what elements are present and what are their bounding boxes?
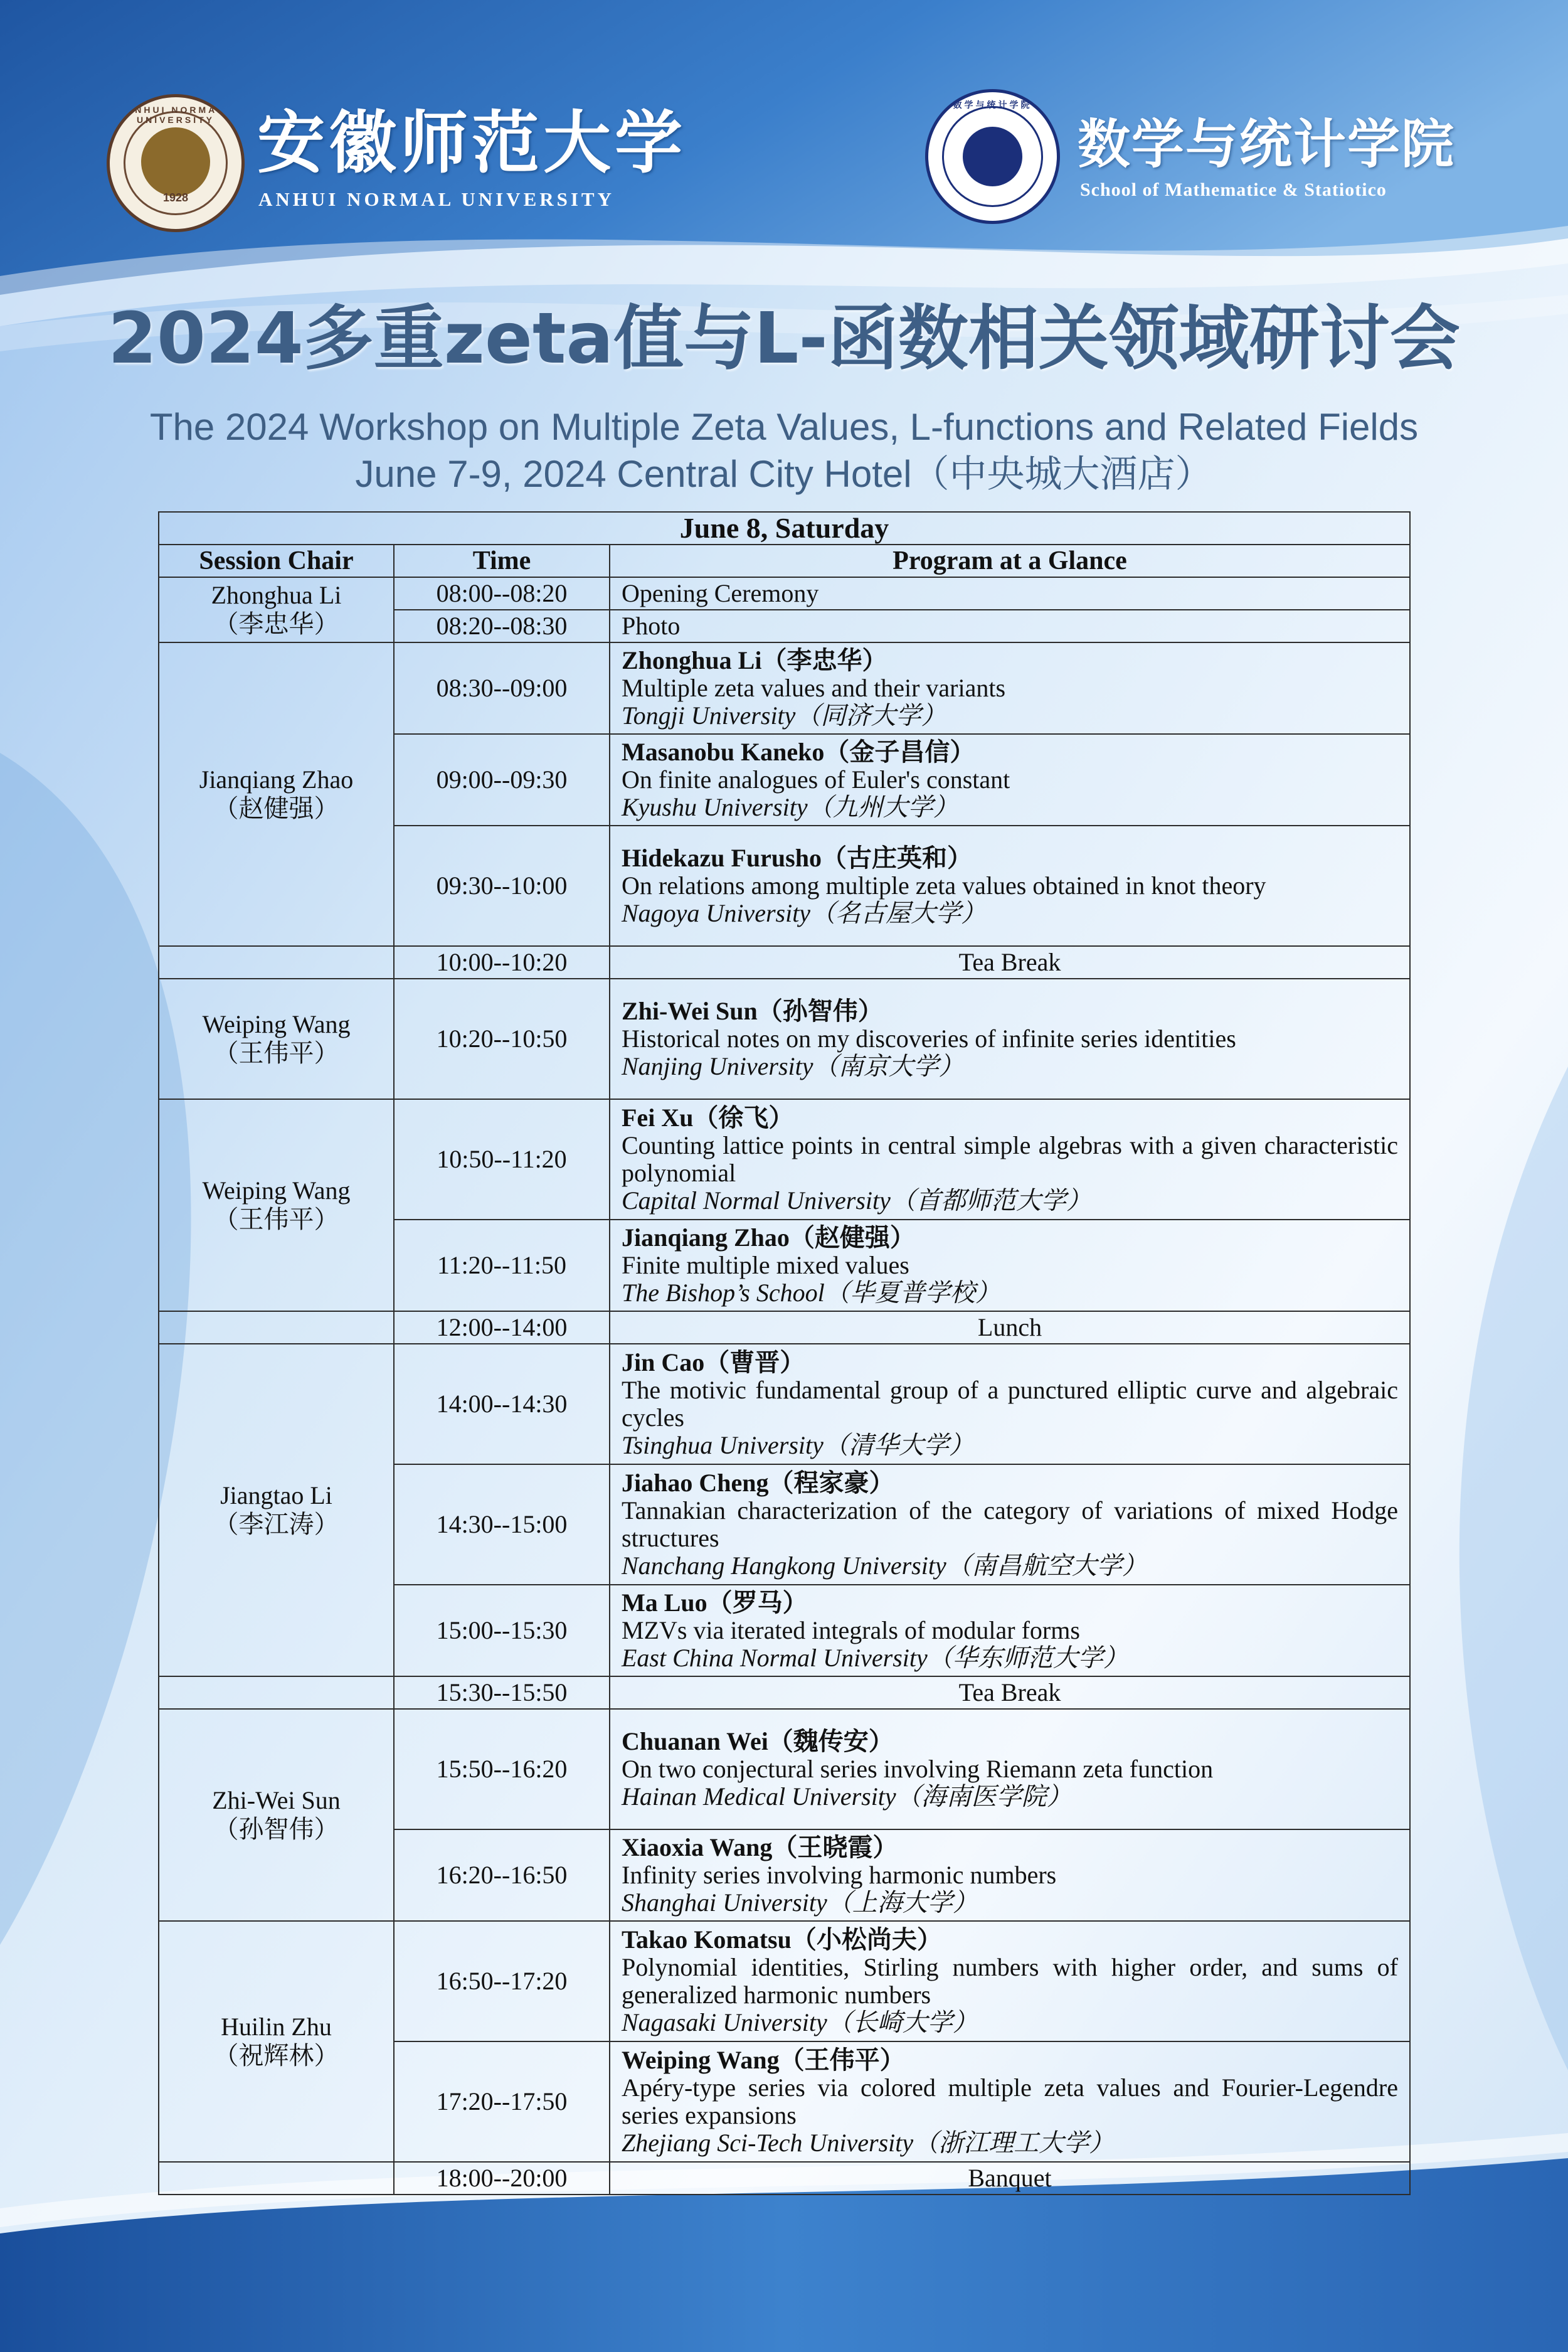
table-row [159, 1709, 1410, 1829]
school-logo [925, 89, 1060, 224]
talk-title: Polynomial identities, Stirling numbers with higher order, and sums of generalized harmonic numbers [622, 1953, 1398, 2009]
chair-name-cn: （孙智伟） [213, 1815, 339, 1843]
session-chair [159, 642, 394, 946]
chair-name-cn: （王伟平） [213, 1039, 339, 1067]
talk-title: Counting lattice points in central simple algebras with a given characteristic polynomial [622, 1131, 1398, 1187]
speaker-affiliation: Shanghai University（上海大学） [622, 1888, 978, 1917]
talk-entry [610, 979, 1410, 1099]
seal-year: 1928 [162, 191, 189, 204]
schedule-day: June 8, Saturday [159, 512, 1410, 545]
workshop-title-en: The 2024 Workshop on Multiple Zeta Values, L-functions and Related Fields [149, 406, 1419, 448]
time-slot: 15:00--15:30 [394, 1585, 610, 1676]
talk-title: Tannakian characterization of the category of variations of mixed Hodge structures [622, 1496, 1398, 1552]
column-header-program: Program at a Glance [610, 545, 1410, 577]
time-slot: 12:00--14:00 [394, 1311, 610, 1344]
workshop-date-venue: June 7-9, 2024 Central City Hotel（中央城大酒店） [355, 453, 1213, 495]
speaker-name: Fei Xu（徐飞） [622, 1104, 794, 1132]
session-chair [159, 1709, 394, 1921]
time-slot: 14:00--14:30 [394, 1344, 610, 1464]
speaker-name: Jianqiang Zhao（赵健强） [622, 1223, 915, 1252]
table-row [159, 946, 1410, 979]
talk-title: On two conjectural series involving Riemann zeta function [622, 1755, 1214, 1783]
speaker-affiliation: Nanjing University（南京大学） [622, 1052, 964, 1080]
talk-title: Apéry-type series via colored multiple zeta values and Fourier-Legendre series expansions [622, 2073, 1398, 2129]
chair-name-cn: （李忠华） [213, 610, 339, 638]
talk-title: Finite multiple mixed values [622, 1251, 909, 1279]
workshop-title-cn: 2024多重zeta值与L-函数相关领域研讨会 [108, 298, 1460, 380]
speaker-name: Chuanan Wei（魏传安） [622, 1727, 894, 1755]
university-name-en: ANHUI NORMAL UNIVERSITY [258, 188, 615, 210]
speaker-name: Weiping Wang（王伟平） [622, 2046, 905, 2074]
column-header-time: Time [394, 545, 610, 577]
talk-title: On relations among multiple zeta values obtained in knot theory [622, 871, 1266, 900]
table-row [159, 1344, 1410, 1464]
time-slot: 08:20--08:30 [394, 610, 610, 642]
speaker-name: Xiaoxia Wang（王晓霞） [622, 1833, 898, 1861]
session-chair [159, 577, 394, 642]
chair-name: Zhi-Wei Sun [212, 1786, 341, 1814]
session-chair [159, 1921, 394, 2162]
talk-entry [610, 1464, 1410, 1585]
talk-title: The motivic fundamental group of a punctured elliptic curve and algebraic cycles [622, 1376, 1398, 1432]
speaker-name: Zhonghua Li（李忠华） [622, 646, 887, 674]
time-slot: 11:20--11:50 [394, 1220, 610, 1311]
schedule-table [158, 511, 1411, 2195]
break-item: Banquet [610, 2162, 1410, 2195]
seal-text: 数学与统计学院 [953, 100, 1032, 110]
table-row [159, 1676, 1410, 1709]
talk-title: MZVs via iterated integrals of modular forms [622, 1616, 1080, 1644]
empty-cell [159, 1311, 394, 1344]
time-slot: 15:30--15:50 [394, 1676, 610, 1709]
time-slot: 09:00--09:30 [394, 734, 610, 826]
time-slot: 10:00--10:20 [394, 946, 610, 979]
table-row [159, 1921, 1410, 2041]
speaker-name: Masanobu Kaneko（金子昌信） [622, 738, 975, 766]
time-slot: 18:00--20:00 [394, 2162, 610, 2195]
school-name-en: School of Mathematice & Statiotico [1080, 179, 1387, 200]
table-row [159, 979, 1410, 1099]
empty-cell [159, 1676, 394, 1709]
time-slot: 09:30--10:00 [394, 826, 610, 946]
speaker-name: Hidekazu Furusho（古庄英和） [622, 844, 972, 872]
speaker-name: Jin Cao（曹晋） [622, 1348, 805, 1376]
chair-name: Huilin Zhu [221, 2013, 332, 2041]
time-slot: 10:20--10:50 [394, 979, 610, 1099]
session-chair [159, 1344, 394, 1676]
chair-name-cn: （王伟平） [213, 1205, 339, 1233]
talk-title: Historical notes on my discoveries of infinite series identities [622, 1024, 1236, 1053]
talk-entry [610, 642, 1410, 734]
chair-name-cn: （赵健强） [213, 794, 339, 822]
speaker-affiliation: Capital Normal University（首都师范大学） [622, 1186, 1091, 1215]
empty-cell [159, 2162, 394, 2195]
break-item: Lunch [610, 1311, 1410, 1344]
empty-cell [159, 946, 394, 979]
talk-entry [610, 734, 1410, 826]
chair-name: Jiangtao Li [220, 1481, 332, 1509]
talk-entry [610, 1709, 1410, 1829]
program-item: Photo [610, 610, 1410, 642]
speaker-affiliation: Nagasaki University（长崎大学） [622, 2008, 978, 2036]
speaker-name: Takao Komatsu（小松尚夫） [622, 1925, 942, 1954]
talk-entry [610, 826, 1410, 946]
speaker-affiliation: Nanchang Hangkong University（南昌航空大学） [622, 1551, 1147, 1580]
university-name-cn: 安徽师范大学 [257, 104, 687, 183]
time-slot: 08:00--08:20 [394, 577, 610, 610]
break-item: Tea Break [610, 1676, 1410, 1709]
speaker-affiliation: East China Normal University（华东师范大学） [622, 1644, 1128, 1672]
chair-name-cn: （李江涛） [213, 1510, 339, 1538]
talk-entry [610, 1220, 1410, 1311]
time-slot: 10:50--11:20 [394, 1099, 610, 1220]
talk-entry [610, 1585, 1410, 1676]
school-name-cn: 数学与统计学院 [1078, 114, 1456, 175]
talk-title: Multiple zeta values and their variants [622, 674, 1006, 702]
table-row [159, 2162, 1410, 2195]
time-slot: 16:50--17:20 [394, 1921, 610, 2041]
speaker-affiliation: Nagoya University（名古屋大学） [622, 899, 987, 927]
table-row [159, 642, 1410, 734]
talk-title: On finite analogues of Euler's constant [622, 765, 1010, 794]
speaker-affiliation: Tsinghua University（清华大学） [622, 1431, 974, 1459]
time-slot: 14:30--15:00 [394, 1464, 610, 1585]
time-slot: 08:30--09:00 [394, 642, 610, 734]
speaker-name: Jiahao Cheng（程家豪） [622, 1469, 894, 1497]
chair-name: Weiping Wang [202, 1010, 351, 1038]
table-row [159, 1099, 1410, 1220]
session-chair [159, 979, 394, 1099]
speaker-affiliation: Tongji University（同济大学） [622, 701, 946, 730]
chair-name-cn: （祝辉林） [213, 2041, 339, 2070]
speaker-affiliation: Kyushu University（九州大学） [622, 793, 958, 821]
break-item: Tea Break [610, 946, 1410, 979]
seal-text: ANHUI NORMAL UNIVERSITY [126, 105, 225, 125]
time-slot: 17:20--17:50 [394, 2041, 610, 2162]
column-header-chair: Session Chair [159, 545, 394, 577]
talk-entry [610, 1099, 1410, 1220]
speaker-affiliation: The Bishop’s School（毕夏普学校） [622, 1279, 1000, 1307]
speaker-affiliation: Hainan Medical University（海南医学院） [622, 1782, 1072, 1811]
talk-entry [610, 1344, 1410, 1464]
speaker-name: Ma Luo（罗马） [622, 1588, 808, 1617]
table-row [159, 1311, 1410, 1344]
speaker-name: Zhi-Wei Sun（孙智伟） [622, 997, 883, 1025]
talk-title: Infinity series involving harmonic numbers [622, 1861, 1057, 1889]
chair-name: Zhonghua Li [211, 581, 342, 609]
anhui-normal-university-logo [107, 94, 245, 232]
session-chair [159, 1099, 394, 1311]
table-row [159, 577, 1410, 610]
time-slot: 16:20--16:50 [394, 1829, 610, 1921]
talk-entry [610, 1829, 1410, 1921]
chair-name: Jianqiang Zhao [199, 765, 354, 794]
speaker-affiliation: Zhejiang Sci-Tech University（浙江理工大学） [622, 2129, 1115, 2157]
chair-name: Weiping Wang [202, 1176, 351, 1205]
time-slot: 15:50--16:20 [394, 1709, 610, 1829]
talk-entry [610, 1921, 1410, 2041]
talk-entry [610, 2041, 1410, 2162]
program-item: Opening Ceremony [610, 577, 1410, 610]
